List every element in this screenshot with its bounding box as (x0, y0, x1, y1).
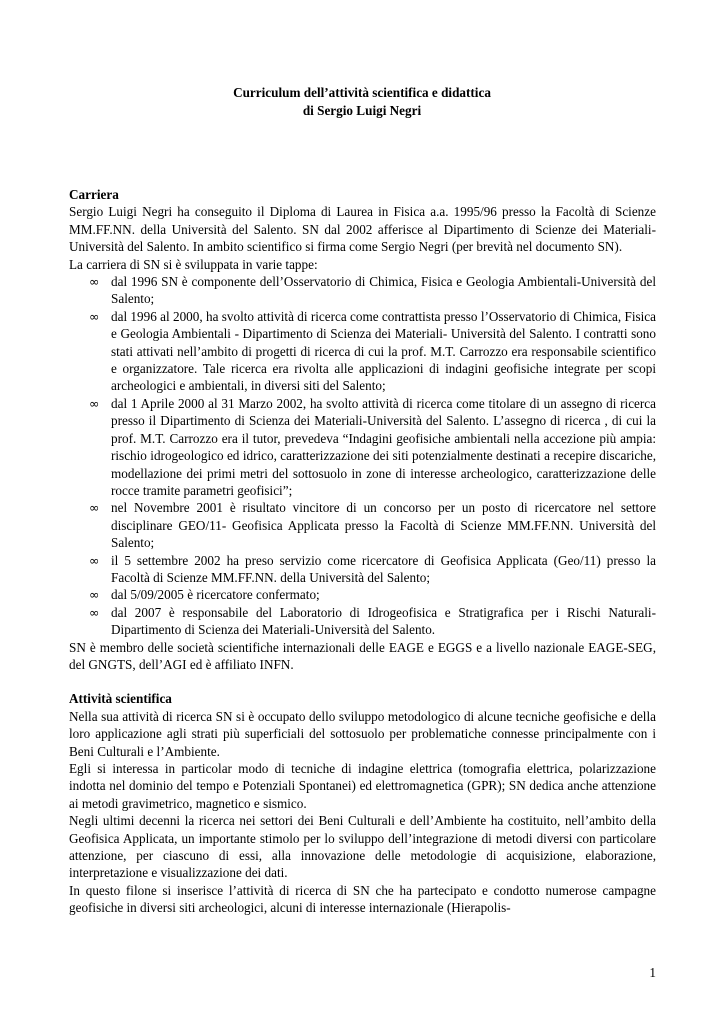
list-item-text: dal 2007 è responsabile del Laboratorio di Idrogeofisica e Stratigrafica per i Rischi Naturali-Dipartimento di Scienza dei Materiali-Università del Salento. (111, 604, 656, 638)
document-body (69, 186, 656, 917)
list-item (69, 395, 656, 499)
infinity-bullet-icon: ∞ (89, 308, 100, 324)
carriera-lead: La carriera di SN si è sviluppata in varie tappe: (69, 256, 318, 272)
attivita-paragraph: Nella sua attività di ricerca SN si è occupato dello sviluppo metodologico di alcune tecniche geofisiche e della loro applicazione agli strati più superficiali del sottosuolo per problematiche connesse principalmente con i Beni Culturali e l’Ambiente. (69, 708, 656, 759)
section-heading-carriera: Carriera (69, 187, 119, 202)
infinity-bullet-icon: ∞ (89, 500, 100, 516)
list-item-text: dal 1996 SN è componente dell’Osservatorio di Chimica, Fisica e Geologia Ambientali-Università del Salento; (111, 274, 656, 307)
infinity-bullet-icon: ∞ (89, 274, 100, 290)
list-item (69, 499, 656, 551)
carriera-intro: Sergio Luigi Negri ha conseguito il Diploma di Laurea in Fisica a.a. 1995/96 presso la Facoltà di Scienze MM.FF.NN. della Università del Salento. SN dal 2002 afferisce al Dipartimento di Scienze dei Materiali-Università del Salento. In ambito scientifico si firma come Sergio Negri (per brevità nel documento SN). (69, 204, 656, 255)
list-item (69, 552, 656, 587)
list-item-text: dal 1996 al 2000, ha svolto attività di ricerca come contrattista presso l’Osservatorio di Chimica, Fisica e Geologia Ambientali - Dipartimento di Scienza dei Materiali- Università del Salento. I contratti sono stati attivati nell’ambito di progetti di ricerca di cui la prof. M.T. Carrozzo era responsabile scientifico e organizzatore. Tale ricerca era rivolta alle applicazioni di indagini geofisiche integrate per scopi archeologici e ambientali, in diversi siti del Salento; (111, 308, 656, 394)
list-item (69, 604, 656, 639)
attivita-paragraph: Egli si interessa in particolar modo di tecniche di indagine elettrica (tomografia elettrica, polarizzazione indotta nel dominio del tempo e Potenziali Spontanei) ed elettromagnetica (GPR); SN dedica anche attenzione ai metodi gravimetrico, magnetico e sismico. (69, 761, 656, 811)
attivita-paragraph: In questo filone si inserisce l’attività di ricerca di SN che ha partecipato e condotto numerose campagne geofisiche in diversi siti archeologici, alcuni di interesse internazionale (Hierapolis- (69, 882, 656, 916)
attivita-paragraph: Negli ultimi decenni la ricerca nei settori dei Beni Culturali e dell’Ambiente ha costituito, nell’ambito della Geofisica Applicata, un importante stimolo per lo sviluppo dell’integrazione di metodi diversi con particolare attenzione, per ciascuno di essi, alla innovazione delle metodologie di acquisizione, elaborazione, interpretazione e visualizzazione dei dati. (69, 813, 656, 881)
section-heading-attivita: Attività scientifica (69, 691, 172, 707)
infinity-bullet-icon: ∞ (89, 395, 100, 411)
list-item (69, 273, 656, 308)
title-line-1: Curriculum dell’attività scientifica e didattica (233, 85, 491, 100)
page-number: 1 (649, 965, 656, 980)
infinity-bullet-icon: ∞ (89, 587, 100, 603)
title-line-2: di Sergio Luigi Negri (302, 103, 422, 118)
infinity-bullet-icon: ∞ (89, 552, 100, 568)
list-item-text: dal 1 Aprile 2000 al 31 Marzo 2002, ha svolto attività di ricerca come titolare di un assegno di ricerca presso il Dipartimento di Scienza dei Materiali-Università del Salento. L’assegno di ricerca , di cui la prof. M.T. Carrozzo era il tutor, prevedeva “Indagini geofisiche ambientali nella accezione più ampia: rischio idrogeologico ed idrico, caratterizzazione dei siti potenzialmente destinati a recepire discariche, modellazione dei primi metri del sottosuolo in zone di interesse archeologico, caratterizzazione delle rocce tramite parametri geofisici”; (111, 395, 656, 498)
document-title (0, 84, 724, 120)
list-item (69, 308, 656, 395)
carriera-closing: SN è membro delle società scientifiche internazionali delle EAGE e EGGS e a livello nazionale EAGE-SEG, del GNGTS, dell’AGI ed è affiliato INFN. (69, 639, 656, 672)
list-item-text: dal 5/09/2005 è ricercatore confermato; (111, 587, 320, 603)
infinity-bullet-icon: ∞ (89, 604, 100, 620)
list-item-text: nel Novembre 2001 è risultato vincitore di un concorso per un posto di ricercatore nel settore disciplinare GEO/11- Geofisica Applicata presso la Facoltà di Scienze MM.FF.NN. Università del Salento; (111, 500, 656, 551)
carriera-list (69, 273, 656, 639)
list-item (69, 586, 656, 603)
list-item-text: il 5 settembre 2002 ha preso servizio come ricercatore di Geofisica Applicata (Geo/11) presso la Facoltà di Scienze MM.FF.NN. della Università del Salento; (111, 552, 656, 585)
